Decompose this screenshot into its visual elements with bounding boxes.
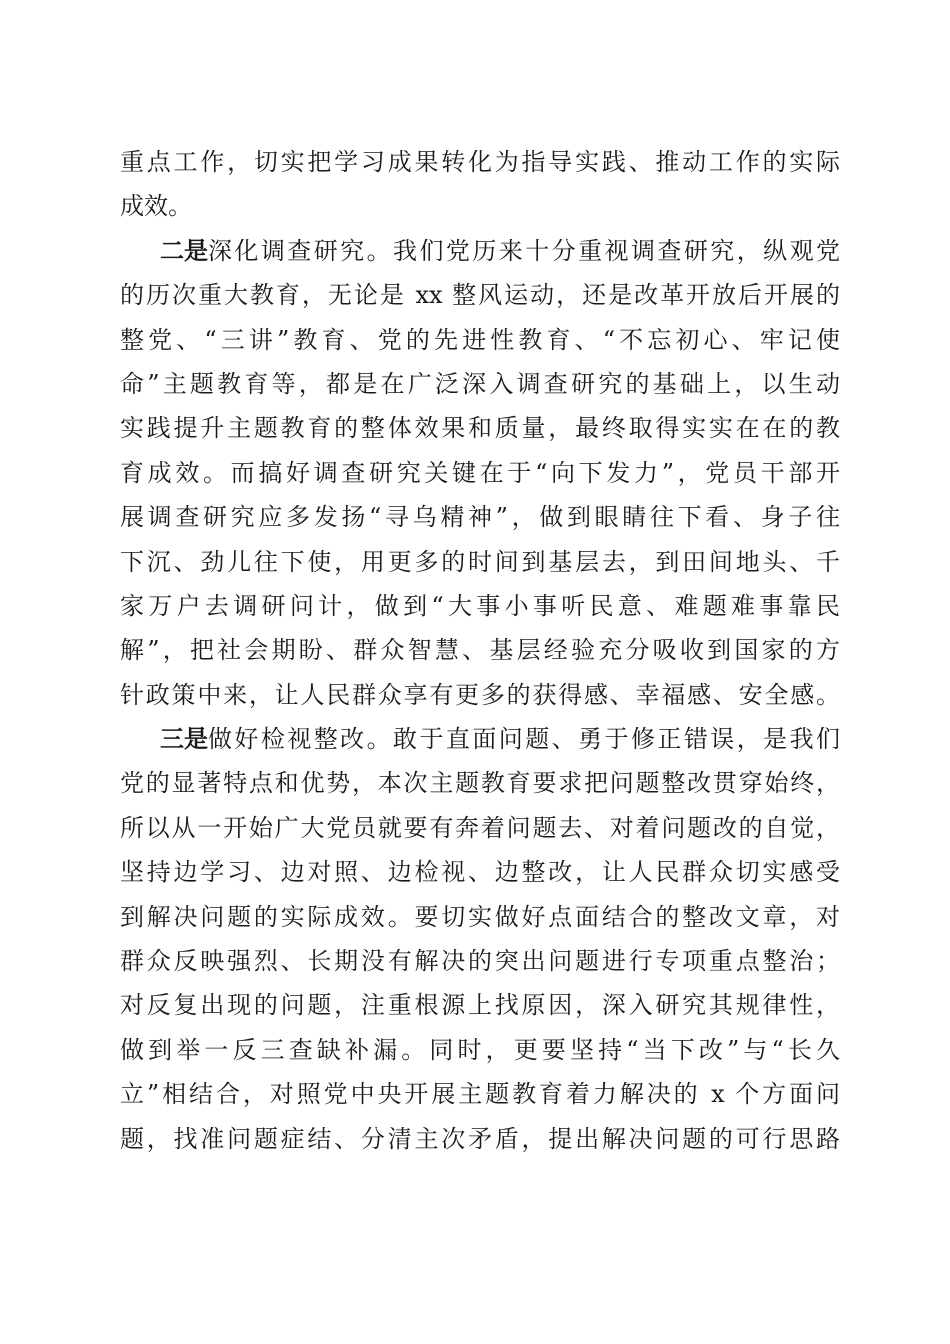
text-line	[120, 1072, 840, 1116]
text-line-content: 整党、“三讲”教育、党的先进性教育、“不忘初心、牢记使	[120, 325, 840, 354]
text-line-content: 做好检视整改。敢于直面问题、勇于修正错误，是我们	[208, 725, 840, 754]
paragraph-heading-prefix: 二是	[160, 235, 208, 265]
text-line-content: 党的显著特点和优势，本次主题教育要求把问题整改贯穿始终，	[120, 769, 840, 798]
text-line-content: 所以从一开始广大党员就要有奔着问题去、对着问题改的自觉，	[120, 813, 840, 842]
text-line	[120, 761, 840, 805]
text-line	[120, 895, 840, 939]
text-line-content: 实践提升主题教育的整体效果和质量，最终取得实实在在的教	[120, 414, 840, 443]
text-line-content: 解”，把社会期盼、群众智慧、基层经验充分吸收到国家的方	[120, 636, 840, 665]
text-line	[120, 673, 840, 717]
text-line-content: 命”主题教育等，都是在广泛深入调查研究的基础上，以生动	[120, 369, 840, 398]
text-line	[120, 540, 840, 584]
document-body	[120, 140, 840, 1161]
text-line-content: 到解决问题的实际成效。要切实做好点面结合的整改文章，对	[120, 902, 840, 931]
text-line	[120, 806, 840, 850]
text-line	[120, 1117, 840, 1161]
text-line-content: 深化调查研究。我们党历来十分重视调查研究，纵观党	[208, 236, 840, 265]
paragraph-heading-prefix: 三是	[160, 724, 208, 754]
text-line-content: 育成效。而搞好调查研究关键在于“向下发力”，党员干部开	[120, 458, 840, 487]
text-line	[120, 983, 840, 1027]
text-line-content: 家万户去调研问计，做到“大事小事听民意、难题难事靠民	[120, 591, 840, 620]
text-line	[120, 628, 840, 672]
text-line-content: 群众反映强烈、长期没有解决的突出问题进行专项重点整治；	[120, 947, 840, 976]
text-line-content: 做到举一反三查缺补漏。同时，更要坚持“当下改”与“长久	[120, 1035, 840, 1064]
text-line	[120, 318, 840, 362]
text-line	[120, 451, 840, 495]
text-line	[120, 717, 840, 761]
text-line	[120, 273, 840, 317]
text-line	[120, 184, 840, 228]
text-line	[120, 229, 840, 273]
text-line	[120, 850, 840, 894]
text-line-content: 对反复出现的问题，注重根源上找原因，深入研究其规律性，	[120, 991, 840, 1020]
text-line-content: 针政策中来，让人民群众享有更多的获得感、幸福感、安全感。	[120, 680, 840, 709]
text-line-content: 立”相结合，对照党中央开展主题教育着力解决的 x 个方面问	[120, 1080, 840, 1109]
text-line	[120, 362, 840, 406]
text-line	[120, 584, 840, 628]
text-line	[120, 406, 840, 450]
text-line-content: 坚持边学习、边对照、边检视、边整改，让人民群众切实感受	[120, 858, 840, 887]
text-line-content: 下沉、劲儿往下使，用更多的时间到基层去，到田间地头、千	[120, 547, 840, 576]
text-line-content: 题，找准问题症结、分清主次矛盾，提出解决问题的可行思路	[120, 1124, 840, 1153]
text-line	[120, 495, 840, 539]
text-line-content: 重点工作，切实把学习成果转化为指导实践、推动工作的实际	[120, 148, 840, 176]
text-line	[120, 1028, 840, 1072]
text-line-content: 展调查研究应多发扬“寻乌精神”，做到眼睛往下看、身子往	[120, 503, 840, 532]
text-line	[120, 939, 840, 983]
text-line-content: 成效。	[120, 192, 192, 221]
text-line	[120, 140, 840, 184]
text-line-content: 的历次重大教育，无论是 xx 整风运动，还是改革开放后开展的	[120, 281, 840, 310]
